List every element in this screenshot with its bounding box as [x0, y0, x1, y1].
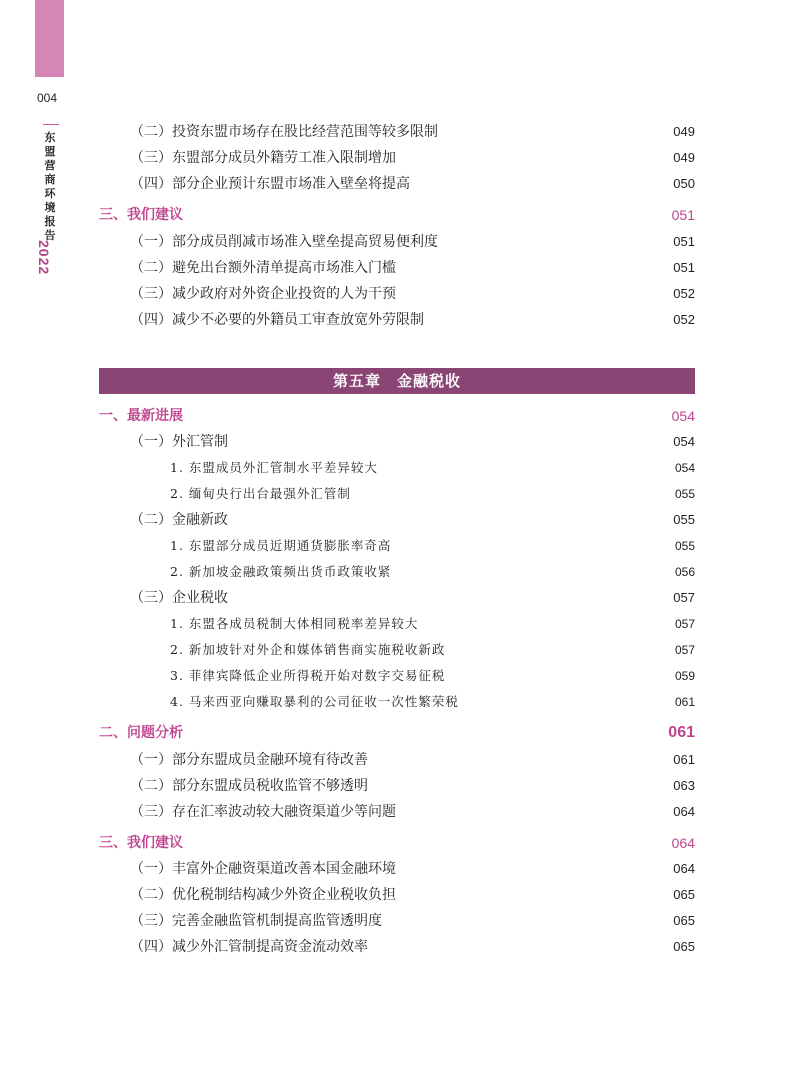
toc-entry[interactable]: （三）完善金融监管机制提高监管透明度 065 — [130, 913, 695, 929]
toc-subentry[interactable]: 2. 新加坡金融政策频出货币政策收紧 056 — [170, 564, 695, 579]
chapter-title-bar[interactable]: 第五章 金融税收 — [99, 368, 695, 394]
toc-section-heading[interactable]: 三、我们建议 064 — [99, 835, 695, 851]
toc-section-heading[interactable]: 二、问题分析 061 — [99, 724, 695, 741]
toc-entry[interactable]: （一）丰富外企融资渠道改善本国金融环境 064 — [130, 861, 695, 877]
toc-entry[interactable]: （二）避免出台额外清单提高市场准入门槛 051 — [130, 260, 695, 276]
page-number: 004 — [37, 91, 58, 105]
toc-section-heading[interactable]: 一、最新进展 054 — [99, 408, 695, 424]
toc-subentry[interactable]: 3. 菲律宾降低企业所得税开始对数字交易征税 059 — [170, 668, 695, 683]
toc-entry[interactable]: （二）部分东盟成员税收监管不够透明 063 — [130, 778, 695, 794]
toc-subentry[interactable]: 1. 东盟成员外汇管制水平差异较大 054 — [170, 460, 695, 475]
toc-entry[interactable]: （三）东盟部分成员外籍劳工准入限制增加 049 — [130, 150, 695, 166]
side-report-year: 2022 — [36, 240, 52, 276]
toc-entry[interactable]: （二）投资东盟市场存在股比经营范围等较多限制 049 — [130, 124, 695, 140]
toc-entry[interactable]: （四）部分企业预计东盟市场准入壁垒将提高 050 — [130, 176, 695, 192]
toc-entry[interactable]: （四）减少不必要的外籍员工审查放宽外劳限制 052 — [130, 312, 695, 328]
toc-entry[interactable]: （三）存在汇率波动较大融资渠道少等问题 064 — [130, 804, 695, 820]
toc-subentry[interactable]: 2. 新加坡针对外企和媒体销售商实施税收新政 057 — [170, 642, 695, 657]
toc-subentry[interactable]: 1. 东盟各成员税制大体相同税率差异较大 057 — [170, 616, 695, 631]
toc-entry[interactable]: （四）减少外汇管制提高资金流动效率 065 — [130, 939, 695, 955]
toc-subentry[interactable]: 2. 缅甸央行出台最强外汇管制 055 — [170, 486, 695, 501]
toc-entry[interactable]: （三）减少政府对外资企业投资的人为干预 052 — [130, 286, 695, 302]
toc-section-heading[interactable]: 三、我们建议 051 — [99, 207, 695, 223]
side-report-title: 东盟营商环境报告 — [44, 131, 56, 242]
toc-subentry[interactable]: 4. 马来西亚向赚取暴利的公司征收一次性繁荣税 061 — [170, 694, 695, 709]
toc-subentry[interactable]: 1. 东盟部分成员近期通货膨胀率奇高 055 — [170, 538, 695, 553]
toc-entry[interactable]: （二）优化税制结构减少外资企业税收负担 065 — [130, 887, 695, 903]
toc-entry[interactable]: （一）部分东盟成员金融环境有待改善 061 — [130, 752, 695, 768]
toc-entry[interactable]: （三）企业税收 057 — [130, 590, 695, 606]
toc-entry[interactable]: （二）金融新政 055 — [130, 512, 695, 528]
toc-entry[interactable]: （一）部分成员削减市场准入壁垒提高贸易便利度 051 — [130, 234, 695, 250]
toc-entry[interactable]: （一）外汇管制 054 — [130, 434, 695, 450]
